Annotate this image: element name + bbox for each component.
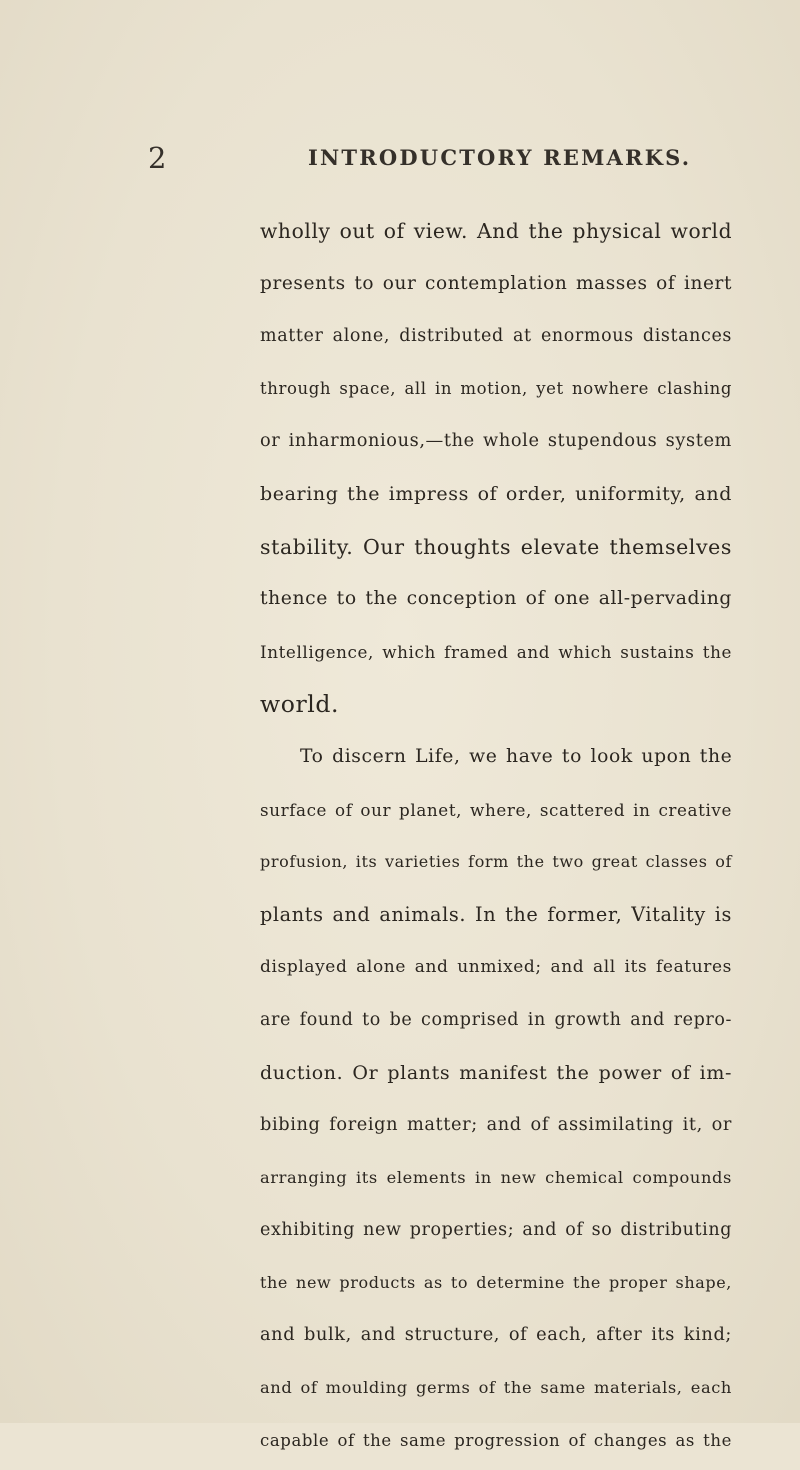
text-line-7 [260,524,732,577]
text-line-4 [260,366,732,419]
text-line-content: wholly out of view. And the physical world [260,219,733,243]
text-line-content: exhibiting new properties; and of so distributing [260,1220,733,1241]
text-line-content: plants and animals. In the former, Vitality is [260,902,732,926]
running-head [0,138,800,178]
page-number: 2 [148,141,167,175]
text-line-14 [260,892,732,945]
text-line-content: thence to the conception of one all-pervading [260,588,732,610]
text-line-10 [260,681,732,734]
text-line-5 [260,418,732,471]
text-line-15 [260,944,732,997]
text-line-content: To discern Life, we have to look upon the [300,745,733,767]
text-line-20 [260,1207,732,1260]
text-line-content: bearing the impress of order, uniformity, and [260,482,732,505]
text-line-content: duction. Or plants manifest the power of im- [260,1061,732,1084]
text-line-16 [260,997,732,1050]
text-line-22 [260,1312,732,1365]
text-line-24 [260,1418,732,1470]
text-line-2 [260,261,732,314]
text-line-content: presents to our contemplation masses of inert [260,272,732,294]
text-line-21 [260,1260,732,1313]
text-line-17 [260,1050,732,1103]
text-line-11 [260,734,732,787]
text-line-19 [260,1155,732,1208]
text-line-3 [260,313,732,366]
text-line-content: and bulk, and structure, of each, after its kind; [260,1325,732,1346]
text-line-8 [260,576,732,629]
text-line-content: stability. Our thoughts elevate themselves [260,534,732,559]
text-line-content: Intelligence, which framed and which sustains the [260,641,732,662]
text-line-content: capable of the same progression of changes as the [260,1430,732,1450]
text-line-content: matter alone, distributed at enormous distances [260,326,732,347]
text-line-1 [260,208,732,261]
text-line-content: are found to be comprised in growth and repro- [260,1009,732,1030]
text-line-content: world. [260,690,340,719]
text-line-23 [260,1365,732,1418]
text-line-content: or inharmonious,—the whole stupendous system [260,431,732,452]
text-line-content: profusion, its varieties form the two great classes of [260,852,732,872]
text-line-9 [260,629,732,682]
body-text [260,208,732,1470]
text-line-content: and of moulding germs of the same materials, each [260,1378,732,1398]
text-line-18 [260,1102,732,1155]
running-title: INTRODUCTORY REMARKS. [308,145,692,170]
text-line-content: displayed alone and unmixed; and all its features [260,957,732,978]
text-line-13 [260,839,732,892]
text-line-content: arranging its elements in new chemical compounds [260,1167,732,1187]
text-line-6 [260,471,732,524]
text-line-content: surface of our planet, where, scattered in creative [260,799,732,820]
text-line-content: bibing foreign matter; and of assimilating it, or [260,1115,732,1136]
text-line-12 [260,787,732,840]
text-line-content: through space, all in motion, yet nowhere clashing [260,378,732,398]
text-line-content: the new products as to determine the proper shape, [260,1272,732,1292]
